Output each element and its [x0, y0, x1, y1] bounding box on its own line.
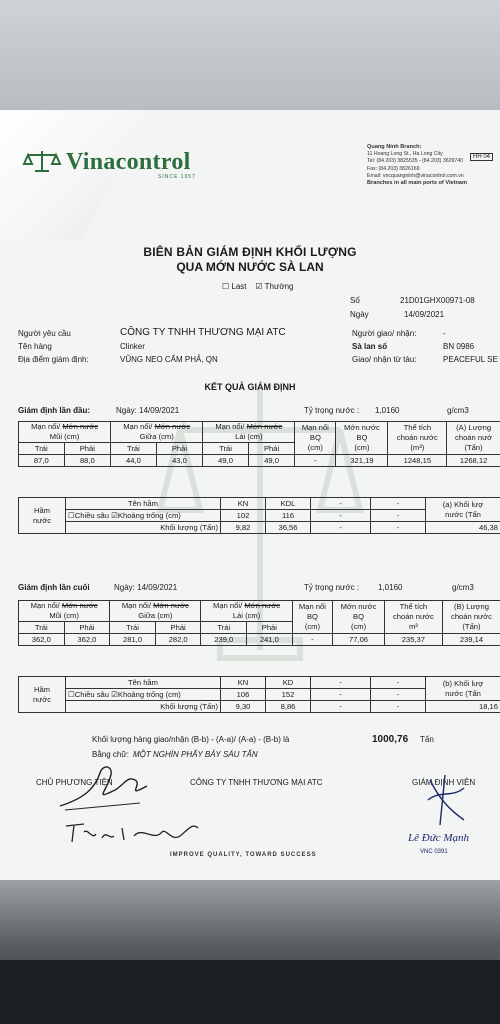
requester-value: CÔNG TY TNHH THƯƠNG MẠI ATC	[120, 327, 286, 338]
ngay-label: Ngày	[350, 310, 369, 319]
document-page	[0, 110, 500, 880]
so-label: Số	[350, 296, 360, 305]
total-value: 1000,76	[372, 734, 409, 745]
branch-line: Branches in all main ports of Vietnam	[367, 180, 467, 187]
logo-since: SINCE 1957	[158, 174, 196, 180]
inspector-code: VNC 0391	[420, 849, 448, 855]
goods-label: Tên hàng	[18, 342, 52, 351]
first-density-label: Tỷ trọng nước :	[304, 406, 360, 415]
barge-label: Sà lan số	[352, 342, 388, 351]
form-code: HH 04	[470, 153, 493, 161]
total-label: Khối lượng hàng giao/nhận (B-b) - (A-a)/ (A-a) - (B-b) là	[92, 735, 290, 744]
last-density-value: 1,0160	[378, 583, 403, 592]
ship-label: Giao/ nhận từ tàu:	[352, 355, 417, 364]
last-date: Ngày: 14/09/2021	[114, 583, 178, 592]
vinacontrol-logo	[22, 148, 191, 174]
last-density-unit: g/cm3	[452, 583, 474, 592]
branch-line: Email: vncquangninh@vinacontrol.com.vn	[367, 172, 464, 179]
last-label: Giám định lần cuối	[18, 583, 90, 592]
goods-value: Clinker	[120, 342, 145, 351]
location-label: Địa điểm giám định:	[18, 355, 89, 364]
owner-signature-icon	[55, 758, 155, 818]
first-density-value: 1,0160	[375, 406, 400, 415]
first-tank-table: Hầm nước Tên hầm KN KDL - - (a) Khối lượ nước (Tấn ☐Chiều sâu ☑Khoảng trống (cm) 102 116 - - Khối lượng (Tấn) 9,82 36,56 - - 46,38	[18, 497, 500, 534]
logo-text: Vinacontrol	[66, 149, 191, 175]
last-draft-table: Mạn nổi/ Mớn nước Mũi (cm) Mạn nổi/ Mớn nước Giữa (cm) Mạn nổi/ Mớn nước Lái (cm) Mạn nổi BQ (cm) Mớn nước BQ (cm) Thể tích choán nước m³ (B) Lượng choán nước (Tấn) Trái Phải Trái Phải Trái Phải 362,0 362,0 281,0 282,0 239,0 241,0 - 77,06 235,37 239,14	[18, 600, 500, 646]
total-unit: Tấn	[420, 735, 434, 744]
ngay-value: 14/09/2021	[404, 310, 445, 319]
type-options	[222, 282, 294, 291]
barge-value: BN 0986	[443, 342, 475, 351]
inspector-name: Lê Đức Mạnh	[408, 832, 469, 844]
owner-title: CHỦ PHƯƠNG TIỆN	[36, 778, 113, 787]
words-value: MỘT NGHÌN PHẨY BẢY SÁU TẤN	[133, 750, 258, 759]
so-value: 21D01GHX00971-08	[400, 296, 475, 305]
doc-title: BIÊN BẢN GIÁM ĐỊNH KHỐI LƯỢNG	[143, 245, 357, 259]
inspector-title: GIÁM ĐỊNH VIÊN	[412, 778, 476, 787]
words-label: Bằng chữ:	[92, 750, 129, 759]
last-tank-table: Hầm nước Tên hầm KN KD - - (b) Khối lượ nước (Tấn ☐Chiều sâu ☑Khoảng trống (cm) 106 152 - - Khối lượng (Tấn) 9,30 8,86 - - 18,16	[18, 676, 500, 713]
deliverer-value: -	[443, 329, 446, 338]
requester-label: Người yêu cầu	[18, 329, 71, 338]
ship-value: PEACEFUL SE	[443, 355, 498, 364]
first-density-unit: g/cm3	[447, 406, 469, 415]
option-normal: ☑ Thường	[255, 282, 294, 291]
company-title: CÔNG TY TNHH THƯƠNG MẠI ATC	[190, 778, 323, 787]
first-label: Giám định lần đầu:	[18, 406, 91, 415]
branch-line: Fax: (84.203) 3826169	[367, 165, 420, 172]
first-draft-table: Mạn nổi/ Mớn nước Mũi (cm) Mạn nổi/ Mớn nước Giữa (cm) Mạn nổi/ Mớn nước Lái (cm) Mạn nổi BQ (cm) Mớn nước BQ (cm) Thể tích choán nước (m³) (A) Lượng choán nướ (Tấn) Trái Phải Trái Phải Trái Phải 87,0 88,0 44,0 43,0 49,0 49,0 - 321,19 1248,15 1268,12	[18, 421, 500, 467]
result-title: KẾT QUẢ GIÁM ĐỊNH	[204, 382, 296, 392]
branch-title: Quang Ninh Branch:	[367, 144, 422, 150]
page-curl	[0, 110, 150, 240]
footer-slogan: IMPROVE QUALITY, TOWARD SUCCESS	[170, 852, 317, 858]
branch-line: Tel: (84.203) 3825535 - (84.203) 3629740	[367, 158, 464, 165]
option-last: ☐ Last	[222, 282, 247, 291]
last-density-label: Tỷ trọng nước :	[304, 583, 360, 592]
first-date: Ngày: 14/09/2021	[116, 406, 180, 415]
background-floor-strip	[0, 960, 500, 1024]
branch-line: 11 Hoang Long St., Ha Long City	[367, 151, 443, 158]
owner-handwritten-name-icon	[62, 818, 202, 848]
table-row: 87,0 88,0 44,0 43,0 49,0 49,0 - 321,19 1248,15 1268,12	[19, 455, 500, 467]
deliverer-label: Người giao/ nhận:	[352, 329, 417, 338]
location-value: VŨNG NEO CẨM PHẢ, QN	[120, 355, 218, 364]
inspector-signature-icon	[420, 770, 470, 830]
doc-subtitle: QUA MỚN NƯỚC SÀ LAN	[176, 260, 324, 274]
balance-scale-icon	[22, 148, 62, 174]
table-row: 362,0 362,0 281,0 282,0 239,0 241,0 - 77,06 235,37 239,14	[19, 634, 500, 646]
background-wall	[0, 0, 500, 110]
branch-info	[367, 144, 467, 187]
